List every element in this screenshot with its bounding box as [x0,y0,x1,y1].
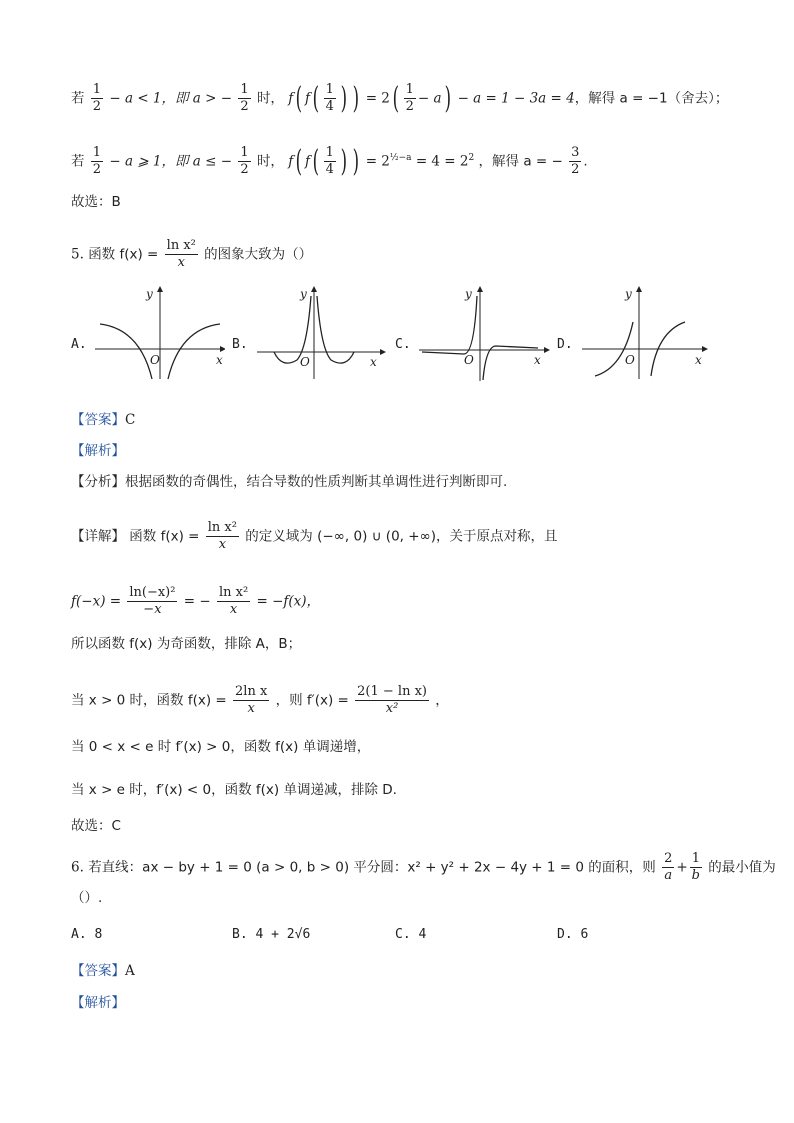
curve [422,296,477,354]
eq-lhs: f(−x) = [71,593,122,610]
eq: = 4 = 2 [415,153,469,170]
analysis-tag: 【解析】 [71,443,125,459]
fraction-quarter: $\frac{1}{4}$ [325,145,334,177]
eq-mid: = − [183,593,211,610]
solution: ，解得 a = − [478,153,563,170]
answer-tag: 【答案】 [71,963,125,979]
origin-label: O [300,355,310,369]
decreasing-line: 当 x > e 时，f′(x) < 0，函数 f(x) 单调递减，排除 D. [71,782,397,798]
fraction: $\frac{\text{ln x²}}{x}$ [166,238,196,270]
fraction-half: $\frac{1}{2}$ [92,145,102,177]
exponent: ½−a [389,153,412,163]
choice-line: 故选：C [71,818,121,834]
y-label: y [465,287,472,301]
f-symbol: f [304,90,310,107]
fraction: $\frac{\text{ln x²}}{x}$ [218,585,249,617]
answer-tag: 【答案】 [71,412,125,428]
eq: − a [417,90,442,107]
fraction: $\frac{\text{2ln x}}{x}$ [235,684,268,716]
y-label: y [625,287,632,301]
origin-label: O [150,353,160,367]
curve [274,296,311,363]
answer-value: A [125,963,135,979]
curve [100,324,152,379]
option-d-label: D. [557,337,573,352]
fenxi-tag: 【分析】 [71,474,125,490]
increasing-line: 当 0 < x < e 时 f′(x) > 0，函数 f(x) 单调递增， [71,739,371,755]
fraction: $\frac{2}{a}$ [664,851,673,883]
option-b: B. 4 + 2√6 [232,927,311,942]
question-number: 6. [71,859,84,876]
xiangjie-text: 函数 f(x) = [129,528,200,545]
eq: = 2 [365,90,390,107]
fenxi-line [71,472,507,492]
shi: 时， [256,90,284,107]
fraction-half: $\frac{1}{2}$ [92,82,102,114]
option-c: C. 4 [395,927,427,942]
graph-b [252,284,387,384]
curve [483,346,538,380]
fraction-3-2: $\frac{3}{2}$ [571,145,580,177]
fenxi-text: 根据函数的奇偶性，结合导数的性质判断其单调性进行判断即可. [125,474,508,490]
curve [317,296,354,363]
option-a: A. 8 [71,927,103,942]
deriv-text: ，则 f′(x) = [275,692,349,709]
question-text: 函数 f(x) = [88,246,159,263]
origin-label: O [464,353,474,367]
x-label: x [216,353,223,367]
question-6 [71,851,776,884]
xiangjie-line [71,520,558,553]
fraction: $\frac{\text{ln(−x)²}}{-x}$ [129,585,176,617]
origin-label: O [625,353,635,367]
period: . [583,153,588,170]
graph-a [90,284,225,384]
ruo: 若 [71,153,85,170]
deriv-text: 当 x > 0 时，函数 f(x) = [71,692,227,709]
option-c-label: C. [395,337,411,352]
condition: − a ⩾ 1，即 a ≤ − [109,153,233,170]
eq: − a = 1 − 3a = 4 [457,90,575,107]
question-text: 的最小值为 [708,859,776,876]
odd-equation [71,585,320,618]
option-b-label: B. [232,337,248,352]
question-text: 若直线：ax − by + 1 = 0 (a > 0, b > 0) 平分圆：x² + y² + 2x − 4y + 1 = 0 的面积，则 [88,859,656,876]
answer-line [71,410,135,430]
case-1-line: 若 $\frac{1}{2}$ − a < 1，即 a > − $\frac{1}{2}$ 时， f( f( $\frac{1}{4}$ ) ) = 2( $\frac{1}{2}$ − a) − a = 1 − 3a = 4，解得 a = −1（舍去）； [71,80,729,116]
case-2-line: 若 $\frac{1}{2}$ − a ⩾ 1，即 a ≤ − $\frac{1}{2}$ 时， f( f( $\frac{1}{4}$ ) ) = $2^{\frac{1}{2}-a} = 4 = 2^2$ ，解得 a = − $\frac{3}{2}$ . [71,143,588,179]
odd-conclusion: 所以函数 f(x) 为奇函数，排除 A，B； [71,636,302,652]
y-label: y [146,287,153,301]
x-label: x [695,353,702,367]
eq: = 2 [365,153,390,170]
graph-c [414,284,554,384]
fraction-half: $\frac{1}{2}$ [240,145,249,177]
f-symbol: f [288,153,294,170]
analysis-line [71,993,125,1013]
f-symbol: f [288,90,294,107]
exponent: 2 [468,153,475,163]
x-label: x [534,353,541,367]
x-label: x [370,355,377,369]
question-text: 的图象大致为（） [204,246,313,263]
shi: 时， [256,153,284,170]
derivative-line [71,684,449,717]
question-number: 5. [71,246,84,263]
condition: − a < 1，即 a > − [109,90,233,107]
choice-line: 故选：B [71,194,121,210]
xiangjie-text: 的定义域为 (−∞, 0) ∪ (0, +∞)，关于原点对称，且 [245,528,558,545]
analysis-tag: 【解析】 [71,995,125,1011]
y-label: y [300,287,307,301]
analysis-line [71,441,125,461]
answer-line [71,961,135,981]
fraction: $\frac{1}{b}$ [691,851,700,883]
question-continuation: （）. [71,890,103,906]
f-symbol: f [304,153,310,170]
curve [168,324,220,379]
question-5 [71,238,312,271]
option-a-label: A. [71,337,87,352]
fraction-half: $\frac{1}{2}$ [405,82,414,114]
eq-rhs: = −f(x)， [256,593,321,610]
solution: ，解得 a = −1（舍去）； [574,90,729,107]
option-d: D. 6 [557,927,589,942]
graph-d [577,284,712,384]
fraction: $\frac{\text{ln x²}}{x}$ [207,520,237,552]
plus: + [676,859,688,876]
xiangjie-tag: 【详解】 [71,528,125,545]
deriv-text: ， [435,692,449,709]
answer-value: C [125,412,136,428]
fraction: $\frac{\text{2(1 − ln x)}}{\text{x²}}$ [357,684,427,716]
fraction-half: $\frac{1}{2}$ [240,82,249,114]
fraction-quarter: $\frac{1}{4}$ [325,82,334,114]
ruo: 若 [71,90,85,107]
